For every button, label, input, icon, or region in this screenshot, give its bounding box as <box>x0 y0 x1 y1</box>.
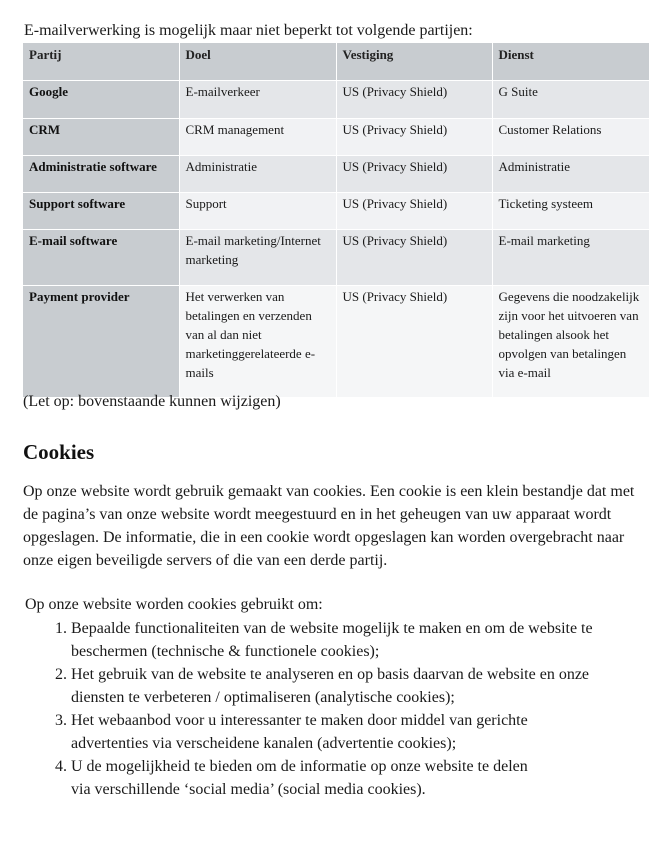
disclaimer-note: (Let op: bovenstaande kunnen wijzigen) <box>23 393 281 410</box>
cell-dienst: G Suite <box>492 81 649 119</box>
header-doel: Doel <box>179 43 336 81</box>
cookies-list-intro: Op onze website worden cookies gebruikt om: <box>25 596 323 613</box>
header-partij: Partij <box>23 43 179 81</box>
list-item: 3. Het webaanbod voor u interessanter te maken door middel van gerichte advertenties via verscheidene kanalen (advertentie cookies); <box>71 709 541 755</box>
cell-vestiging: US (Privacy Shield) <box>336 81 492 119</box>
cell-partij: Payment provider <box>23 286 179 398</box>
cell-vestiging: US (Privacy Shield) <box>336 156 492 193</box>
partners-table <box>23 43 650 398</box>
table-row <box>23 193 649 230</box>
cell-partij: Google <box>23 81 179 119</box>
cell-doel: CRM management <box>179 119 336 156</box>
cell-doel: E-mailverkeer <box>179 81 336 119</box>
cookies-paragraph: Op onze website wordt gebruik gemaakt van cookies. Een cookie is een klein bestandje dat met de pagina’s van onze website wordt meegestuurd en in het geheugen van uw apparaat wordt opgeslagen. De informatie, die in een cookie wordt opgeslagen kan worden overgebracht naar onze eigen beveiligde servers of die van een derde partij. <box>23 483 635 569</box>
cell-doel: Administratie <box>179 156 336 193</box>
cell-dienst: Administratie <box>492 156 649 193</box>
cell-partij: Support software <box>23 193 179 230</box>
cell-doel: Het verwerken van betalingen en verzenden van al dan niet marketinggerelateerde e-mails <box>179 286 336 398</box>
cell-dienst: Customer Relations <box>492 119 649 156</box>
cell-dienst: Gegevens die noodzakelijk zijn voor het uitvoeren van betalingen alsook het opvolgen van betalingen via e-mail <box>492 286 649 398</box>
cell-vestiging: US (Privacy Shield) <box>336 193 492 230</box>
cookie-purposes-list <box>23 617 657 801</box>
header-dienst: Dienst <box>492 43 649 81</box>
list-item: 4. U de mogelijkheid te bieden om de informatie op onze website te delen via verschillende ‘social media’ (social media cookies). <box>71 755 541 801</box>
intro-text: E-mailverwerking is mogelijk maar niet beperkt tot volgende partijen: <box>24 22 473 39</box>
cell-dienst: E-mail marketing <box>492 230 649 286</box>
table-row <box>23 286 649 398</box>
cell-doel: Support <box>179 193 336 230</box>
cell-vestiging: US (Privacy Shield) <box>336 230 492 286</box>
cell-dienst: Ticketing systeem <box>492 193 649 230</box>
cookies-heading: Cookies <box>23 440 95 464</box>
cell-vestiging: US (Privacy Shield) <box>336 286 492 398</box>
table-row <box>23 119 649 156</box>
table-row <box>23 230 649 286</box>
cell-doel: E-mail marketing/Internet marketing <box>179 230 336 286</box>
list-item: 1. Bepaalde functionaliteiten van de website mogelijk te maken en om de website te beschermen (technische & functionele cookies); <box>71 617 606 663</box>
list-item: 2. Het gebruik van de website te analyseren en op basis daarvan de website en onze diensten te verbeteren / optimaliseren (analytische cookies); <box>71 663 606 709</box>
table-row <box>23 156 649 193</box>
cell-partij: Administratie software <box>23 156 179 193</box>
cell-vestiging: US (Privacy Shield) <box>336 119 492 156</box>
table-header-row <box>23 43 649 81</box>
header-vestiging: Vestiging <box>336 43 492 81</box>
cell-partij: CRM <box>23 119 179 156</box>
table-row <box>23 81 649 119</box>
cell-partij: E-mail software <box>23 230 179 286</box>
